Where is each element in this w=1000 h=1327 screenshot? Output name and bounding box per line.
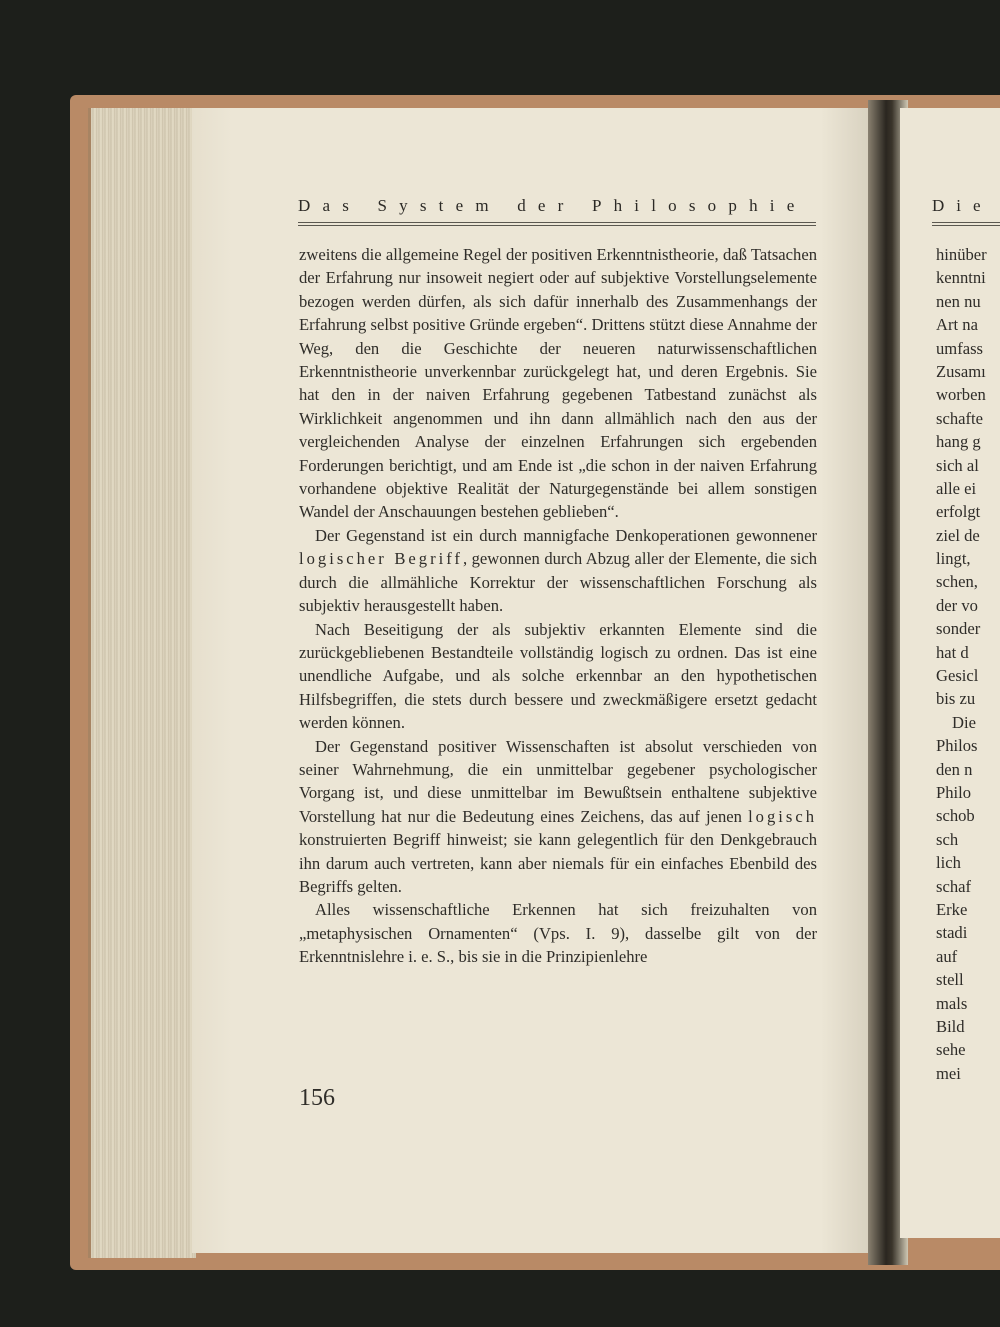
right-line-fragment: Erke [936, 899, 968, 919]
right-line-fragment: kenntni [936, 268, 986, 288]
right-line-fragment: worben [936, 385, 986, 405]
right-head-rule [932, 222, 1000, 226]
right-line-fragment: lingt, [936, 549, 971, 569]
right-line-fragment: sch [936, 829, 959, 849]
paragraph-4 [299, 735, 817, 899]
right-line-fragment: Die [952, 712, 976, 732]
body-text [299, 243, 817, 969]
head-rule [298, 222, 816, 226]
right-line-fragment: mei [936, 1063, 961, 1083]
right-line-fragment: schen, [936, 572, 978, 592]
right-line-fragment: stell [936, 970, 964, 990]
right-line-fragment: sehe [936, 1040, 966, 1060]
right-line-fragment: sonder [936, 619, 981, 639]
right-line-fragment: alle ei [936, 478, 977, 498]
emphasis-logisch: logisch [748, 806, 817, 826]
emphasis-logischer-begriff: logischer Begriff [299, 549, 463, 569]
right-line-fragment: stadi [936, 923, 968, 943]
paragraph-4-end: konstruierten Begriff hinweist; sie kann gelegentlich für den Denkgebrauch ihn darum auch vertreten, kann aber niemals für ein einfaches Ebenbild des Begriffs gelten. [299, 830, 817, 896]
page-number: 156 [299, 1085, 335, 1111]
right-line-fragment: den n [936, 759, 973, 779]
right-page-text [936, 243, 1000, 1085]
right-line-fragment: Zusamı [936, 361, 986, 381]
right-line-fragment: hang g [936, 432, 981, 452]
right-line-fragment: hinüber [936, 245, 987, 264]
right-line-fragment: erfolgt [936, 502, 981, 522]
right-line-fragment: bis zu [936, 689, 976, 709]
right-line-fragment: ziel de [936, 525, 980, 545]
paragraph-2-start: Der Gegenstand ist ein durch mannigfache Denkoperationen gewonnener [315, 525, 817, 545]
right-line-fragment: auf [936, 946, 958, 966]
right-line-fragment: mals [936, 993, 968, 1013]
paragraph-2 [299, 524, 817, 618]
right-line-fragment: der vo [936, 595, 978, 615]
right-line-fragment: Philo [936, 782, 972, 802]
right-line-fragment: nen nu [936, 291, 981, 311]
right-line-fragment: sich al [936, 455, 979, 475]
paragraph-2-end: , gewonnen durch Abzug aller der Elemente, die sich durch die allmähliche Korrektur der wissenschaftlichen Forschung als subjektiv herausgestellt haben. [299, 549, 817, 616]
right-line-fragment: Art na [936, 315, 978, 335]
paragraph-1: zweitens die allgemeine Regel der positiven Erkenntnistheorie, daß Tatsachen der Erfahrung nur insoweit negiert oder auf subjektive Vorstellungselemente bezogen werden dürfen, als sich dafür innerhalb des Zusammenhangs der Erfahrung selbst positive Gründe ergeben“. Drittens stützt diese Annahme der Weg, den die Geschichte der neueren naturwissenschaftlichen Erkenntnistheorie unverkennbar zurückgelegt hat, und deren Ergebnis. Sie hat den in der naiven Erfahrung gegebenen Tatbestand zunächst als Wirklichkeit angenommen und ihn dann allmählich nach den aus der vergleichenden Analyse der einzelnen Erfahrungen sich ergebenden Forderungen berichtigt, und am Ende ist „die schon in der naiven Erfahrung vorhandene objektive Realität der Naturgegenstände bei allem sonstigen Wandel der Anschauungen bestehen geblieben“. [299, 245, 817, 522]
right-line-fragment: schaf [936, 876, 972, 896]
running-head: Das System der Philosophie [298, 196, 807, 215]
right-line-fragment: Bild [936, 1016, 965, 1036]
right-line-fragment: schob [936, 806, 975, 826]
paragraph-3: Nach Beseitigung der als subjektiv erkannten Elemente sind die zurückgebliebenen Bestandteile vollständig logisch zu ordnen. Das ist eine unendliche Aufgabe, und als solche erkennbar an den hypothetischen Hilfsbegriffen, die stets durch bessere und zweckmäßigere ersetzt gedacht werden können. [299, 619, 817, 733]
right-line-fragment: hat d [936, 642, 969, 662]
right-line-fragment: schafte [936, 408, 983, 428]
right-line-fragment: Philos [936, 736, 978, 756]
right-line-fragment: umfass [936, 338, 984, 358]
right-running-head: Die [932, 196, 993, 215]
paragraph-5: Alles wissenschaftliche Erkennen hat sich freizuhalten von „metaphysischen Ornamenten“ (Vps. I. 9), dasselbe gilt von der Erkenntnislehre i. e. S., bis sie in die Prinzipienlehre [299, 900, 817, 967]
paragraph-4-start: Der Gegenstand positiver Wissenschaften ist absolut verschieden von seiner Wahrnehmung, die ein unmittelbar gegebener psychologischer Vorgang ist, und diese unmittelbar im Bewußtsein enthaltene subjektive Vorstellung hat nur die Bedeutung eines Zeichens, das auf jenen [299, 736, 817, 826]
page-edges [88, 108, 196, 1258]
right-line-fragment: Gesicl [936, 666, 979, 686]
right-line-fragment: lich [936, 853, 961, 873]
